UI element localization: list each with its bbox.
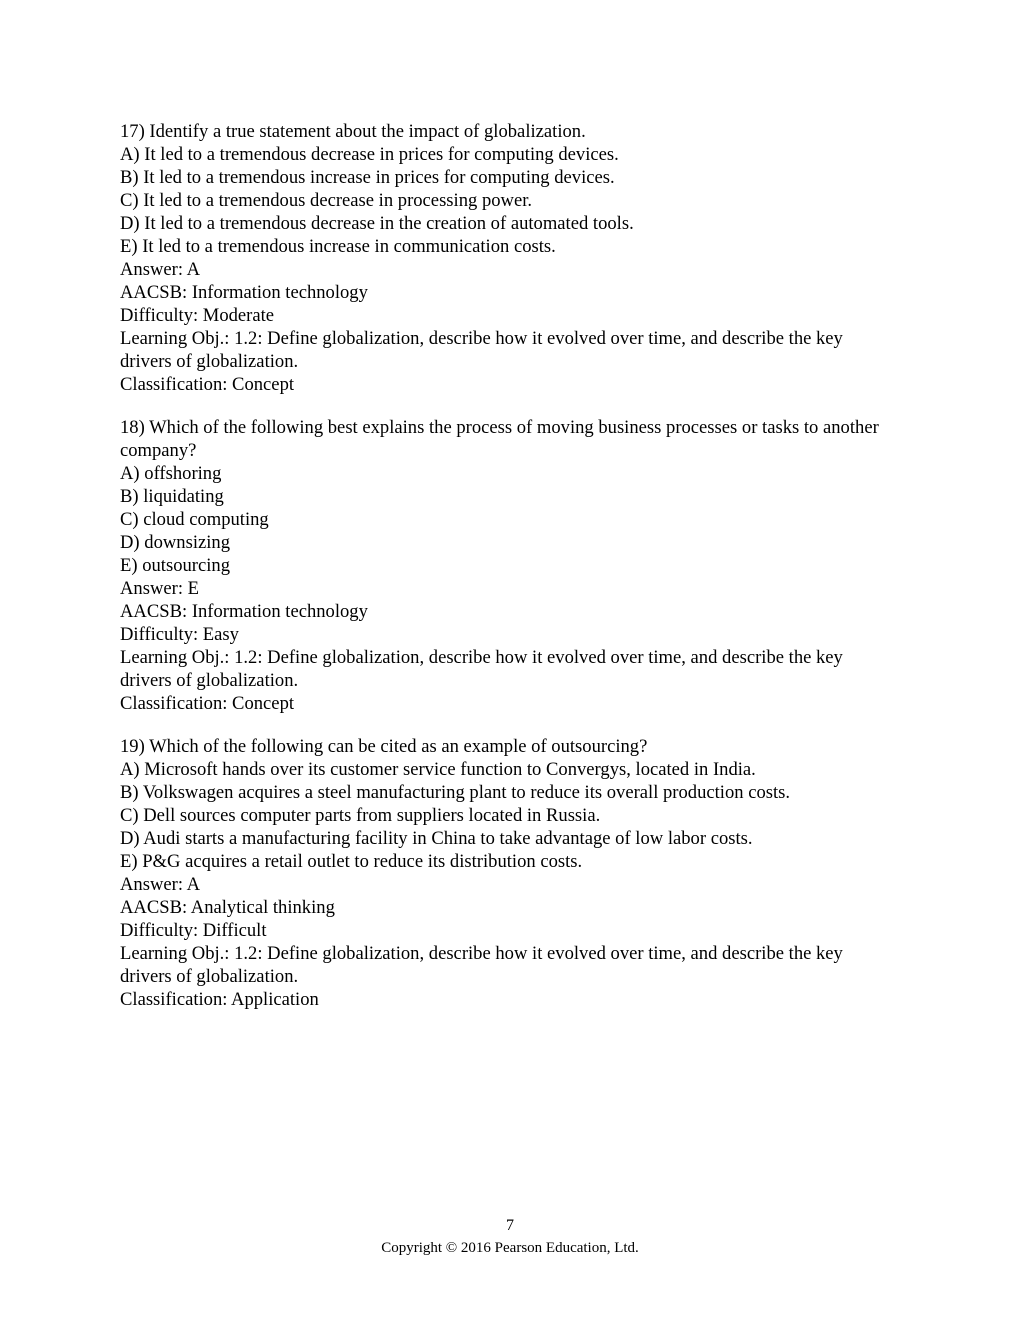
learning-objective: Learning Obj.: 1.2: Define globalization, describe how it evolved over time, and describe the key drivers of globalization. bbox=[120, 943, 843, 987]
option-d: D) Audi starts a manufacturing facility in China to take advantage of low labor costs. bbox=[120, 828, 753, 849]
question-stem: 18) Which of the following best explains the process of moving business processes or tasks to another company? bbox=[120, 417, 879, 461]
aacsb: AACSB: Analytical thinking bbox=[120, 897, 335, 918]
answer: Answer: A bbox=[120, 874, 201, 895]
aacsb: AACSB: Information technology bbox=[120, 601, 368, 622]
difficulty: Difficulty: Easy bbox=[120, 624, 239, 645]
option-b: B) It led to a tremendous increase in prices for computing devices. bbox=[120, 167, 615, 188]
page-number: 7 bbox=[506, 1217, 514, 1234]
option-b: B) Volkswagen acquires a steel manufacturing plant to reduce its overall production costs. bbox=[120, 782, 791, 803]
copyright-notice: Copyright © 2016 Pearson Education, Ltd. bbox=[381, 1240, 639, 1256]
option-a: A) Microsoft hands over its customer service function to Convergys, located in India. bbox=[120, 759, 756, 780]
document-body bbox=[120, 120, 880, 1031]
answer: Answer: A bbox=[120, 259, 201, 280]
learning-objective: Learning Obj.: 1.2: Define globalization, describe how it evolved over time, and describe the key drivers of globalization. bbox=[120, 328, 843, 372]
question-stem: 17) Identify a true statement about the impact of globalization. bbox=[120, 121, 586, 142]
difficulty: Difficulty: Moderate bbox=[120, 305, 275, 326]
option-c: C) Dell sources computer parts from suppliers located in Russia. bbox=[120, 805, 601, 826]
option-d: D) downsizing bbox=[120, 532, 231, 553]
answer: Answer: E bbox=[120, 578, 200, 599]
question-18 bbox=[120, 416, 880, 715]
classification: Classification: Concept bbox=[120, 374, 295, 395]
option-e: E) outsourcing bbox=[120, 555, 230, 576]
aacsb: AACSB: Information technology bbox=[120, 282, 368, 303]
classification: Classification: Concept bbox=[120, 693, 295, 714]
classification: Classification: Application bbox=[120, 989, 319, 1010]
option-d: D) It led to a tremendous decrease in the creation of automated tools. bbox=[120, 213, 634, 234]
question-stem: 19) Which of the following can be cited as an example of outsourcing? bbox=[120, 736, 648, 757]
option-a: A) offshoring bbox=[120, 463, 222, 484]
option-a: A) It led to a tremendous decrease in prices for computing devices. bbox=[120, 144, 619, 165]
learning-objective: Learning Obj.: 1.2: Define globalization, describe how it evolved over time, and describe the key drivers of globalization. bbox=[120, 647, 843, 691]
option-e: E) It led to a tremendous increase in communication costs. bbox=[120, 236, 556, 257]
question-19 bbox=[120, 735, 880, 1011]
option-b: B) liquidating bbox=[120, 486, 224, 507]
difficulty: Difficulty: Difficult bbox=[120, 920, 267, 941]
option-c: C) It led to a tremendous decrease in processing power. bbox=[120, 190, 533, 211]
question-17 bbox=[120, 120, 880, 396]
option-c: C) cloud computing bbox=[120, 509, 269, 530]
option-e: E) P&G acquires a retail outlet to reduce its distribution costs. bbox=[120, 851, 583, 872]
